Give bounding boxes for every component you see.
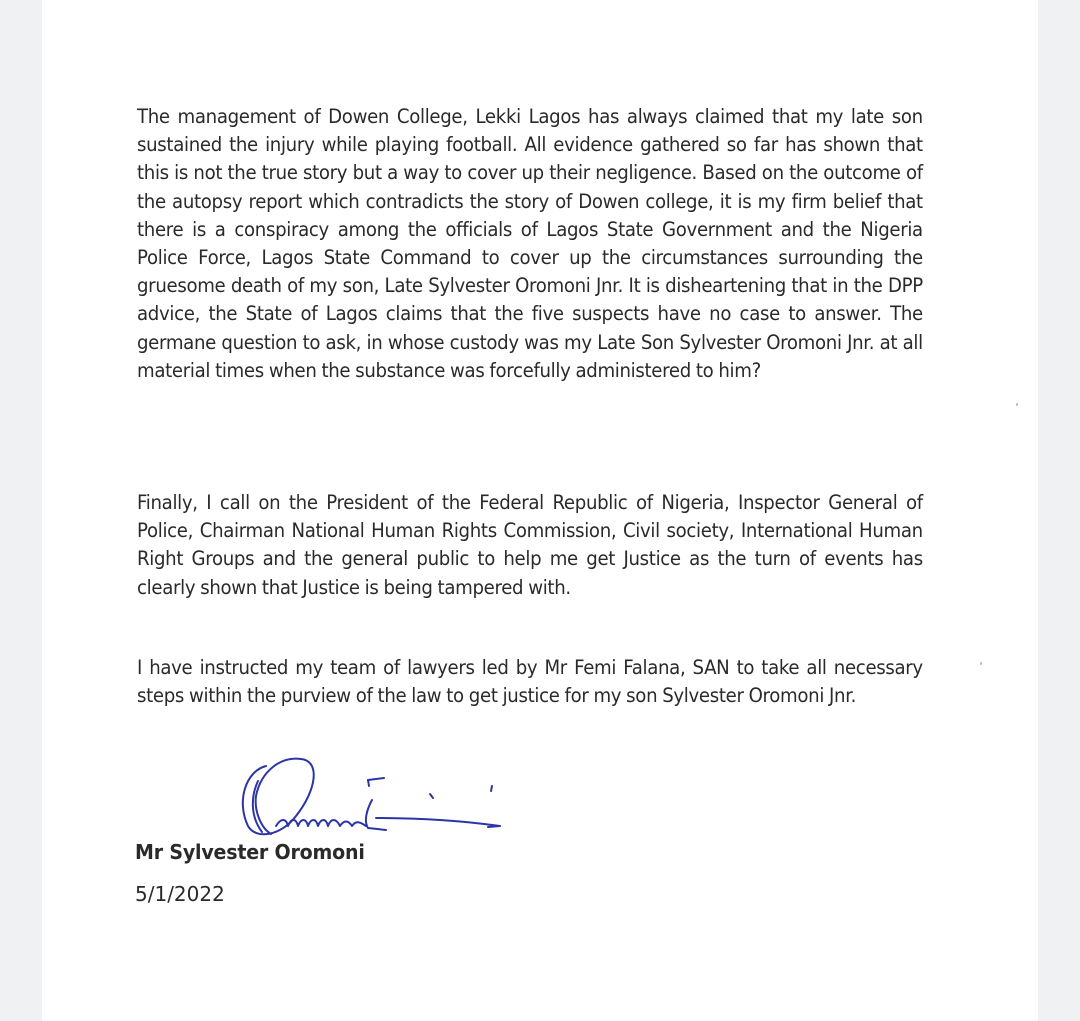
- paragraph-call-for-justice: [137, 489, 923, 602]
- paragraph-text: The management of Dowen College, Lekki Lagos has always claimed that my late son sustained the injury while playing football. All evidence gathered so far has shown that this is not the true story but a way to cover up their negligence. Based on the outcome of the autopsy report which contradicts the story of Dowen college, it is my firm belief that there is a conspiracy among the officials of Lagos State Government and the Nigeria Police Force, Lagos State Command to cover up the circumstances surrounding the gruesome death of my son, Late Sylvester Oromoni Jnr. It is disheartening that in the DPP advice, the State of Lagos claims that the five suspects have no case to answer. The germane question to ask, in whose custody was my Late Son Sylvester Oromoni Jnr. at all material times when the substance was forcefully administered to him?: [137, 105, 923, 382]
- handwritten-signature-icon: [236, 756, 516, 840]
- signer-name: Mr Sylvester Oromoni: [135, 840, 365, 864]
- paragraph-text: I have instructed my team of lawyers led by Mr Femi Falana, SAN to take all necessary steps within the purview of the law to get justice for my son Sylvester Oromoni Jnr.: [137, 656, 923, 708]
- paragraph-lawyers: [137, 654, 923, 710]
- paragraph-text: Finally, I call on the President of the Federal Republic of Nigeria, Inspector General of Police, Chairman National Human Rights Commission, Civil society, International Human Right Groups and the general public to help me get Justice as the turn of events has clearly shown that Justice is being tampered with.: [137, 491, 923, 599]
- scan-speck: [1016, 403, 1018, 406]
- scan-speck: [980, 662, 982, 665]
- paragraph-conspiracy: [137, 103, 923, 385]
- signature-date: 5/1/2022: [135, 882, 225, 906]
